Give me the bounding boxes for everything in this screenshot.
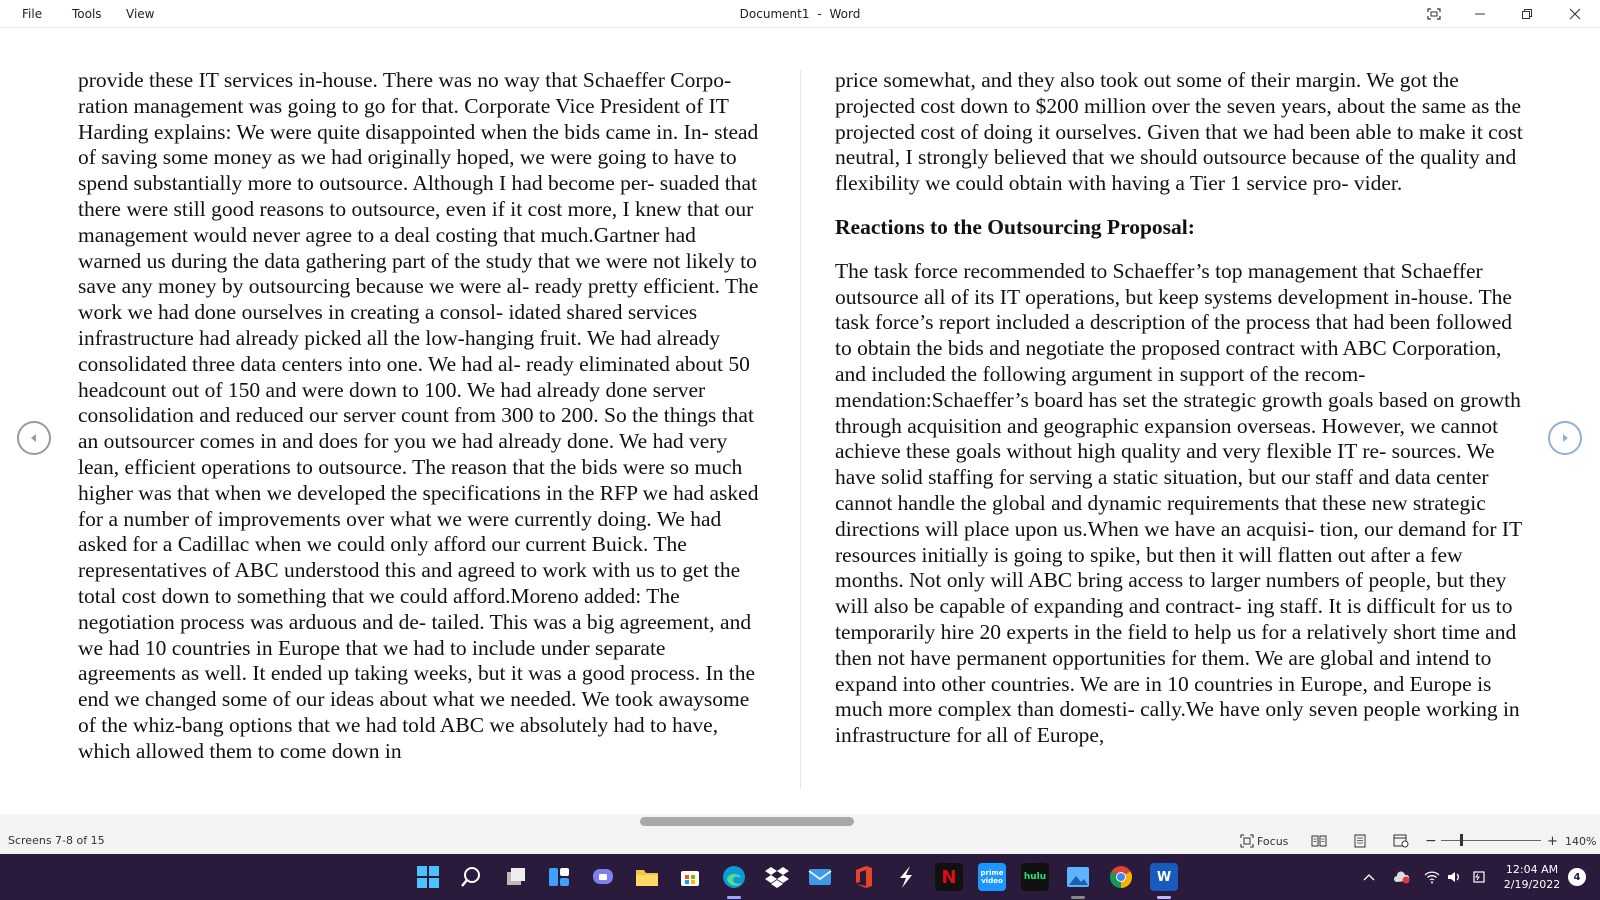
read-mode-icon: [1311, 834, 1327, 848]
title-bar: [0, 0, 1600, 28]
mail-icon: [808, 867, 832, 887]
store-icon: [679, 866, 701, 888]
web-layout-icon: [1393, 834, 1409, 848]
body-paragraph: price somewhat, and they also took out some of their margin. We got the projected cost down to $200 million over the seven years, about the same as the projected cost of doing it ourselves. Given that we had been able to make it cost neutral, I strongly believed that we should outsource because of the quality and flexibility we could obtain with having a Tier 1 service pro- vider.: [835, 68, 1523, 196]
app-s-button[interactable]: [892, 863, 920, 891]
menu-file[interactable]: File: [22, 7, 43, 21]
scrollbar-thumb[interactable]: [640, 817, 854, 826]
read-mode-button[interactable]: [1311, 828, 1327, 854]
start-button[interactable]: [414, 863, 442, 891]
body-paragraph: The task force recommended to Schaeffer’s top management that Schaeffer outsource all of its IT operations, but keep systems development in-house. The task force’s report included a description of the process that had been followed to obtain the bids and negotiate the proposed contract with ABC Corporation, and included the following argument in support of the recom- mendation:Schaeffer’s board has set the strategic growth goals based on growth through acquisition and geographic expansion overseas. However, we cannot achieve these goals without high quality and very flexible IT re- sources. We have solid staffing for serving a static situation, but our staff and data center cannot handle the global and dynamic requirements that these new strategic directions will place upon us.When we have an acquisi- tion, our demand for IT resources initially is going to spike, but then it will flatten out after a few months. Not only will ABC bring access to larger numbers of people, but they will also be capable of expanding and contract- ing staff. It is difficult for us to temporarily hire 20 experts in the field to help us for a relatively short time and then not have permanent opportunities for them. We are global and intend to expand into other countries. We are in 10 countries in Europe, and Europe is much more complex than domesti- cally.We have only seven people working in infrastructure for all of Europe,: [835, 258, 1522, 748]
left-column: [78, 68, 764, 765]
restore-icon: [1521, 8, 1533, 20]
fit-screen-icon: [1427, 8, 1441, 20]
zoom-slider-track[interactable]: [1441, 840, 1541, 841]
volume-status[interactable]: [1447, 854, 1463, 900]
print-layout-button[interactable]: [1353, 828, 1367, 854]
previous-page-button[interactable]: [17, 421, 51, 455]
taskbar: [0, 854, 1600, 900]
search-button[interactable]: [457, 863, 485, 891]
minimize-button[interactable]: [1457, 0, 1503, 28]
dropbox-button[interactable]: [763, 863, 791, 891]
dropbox-icon: [765, 866, 789, 888]
task-view-icon: [505, 866, 527, 888]
photos-icon: [1066, 866, 1090, 888]
chevron-left-icon: [28, 432, 40, 444]
lightning-icon: [896, 865, 916, 889]
store-button[interactable]: [676, 863, 704, 891]
battery-icon: [1472, 870, 1488, 884]
netflix-button[interactable]: N: [935, 863, 963, 891]
taskbar-clock[interactable]: [1500, 862, 1564, 892]
clock-time: 12:04 AM: [1505, 863, 1559, 876]
widgets-icon: [548, 866, 570, 888]
web-layout-button[interactable]: [1393, 828, 1409, 854]
onedrive-status[interactable]: [1393, 854, 1411, 900]
hulu-button[interactable]: hulu: [1021, 863, 1049, 891]
windows-icon: [417, 866, 439, 888]
photos-button[interactable]: [1064, 863, 1092, 891]
task-view-button[interactable]: [502, 863, 530, 891]
minimize-icon: [1474, 8, 1486, 20]
chrome-icon: [1109, 865, 1133, 889]
window-title: [0, 0, 1600, 28]
wifi-status[interactable]: [1424, 854, 1440, 900]
zoom-in-button[interactable]: +: [1547, 833, 1558, 849]
notification-badge[interactable]: 4: [1568, 868, 1586, 886]
menu-view[interactable]: View: [126, 7, 155, 21]
search-icon: [460, 866, 482, 888]
chevron-up-icon: [1363, 872, 1375, 882]
chevron-right-icon: [1559, 432, 1571, 444]
title-separator: -: [817, 7, 822, 21]
zoom-level[interactable]: 140%: [1565, 834, 1597, 848]
edge-icon: [722, 865, 746, 889]
close-icon: [1569, 8, 1581, 20]
word-running-indicator: [1157, 896, 1171, 899]
focus-button[interactable]: [1240, 828, 1288, 854]
prime-video-button[interactable]: prime video: [978, 863, 1006, 891]
print-layout-icon: [1353, 834, 1367, 848]
photos-running-indicator: [1071, 896, 1085, 899]
focus-label: Focus: [1257, 834, 1289, 848]
status-bar: [0, 828, 1600, 854]
fit-screen-button[interactable]: [1411, 0, 1457, 28]
screen-count: Screens 7-8 of 15: [8, 834, 105, 847]
section-heading: Reactions to the Outsourcing Proposal:: [835, 214, 1195, 239]
next-page-button[interactable]: [1548, 421, 1582, 455]
chrome-button[interactable]: [1107, 863, 1135, 891]
zoom-out-button[interactable]: −: [1425, 833, 1437, 849]
document-name: Document1: [739, 7, 810, 21]
app-name: Word: [829, 7, 861, 21]
show-hidden-icons-button[interactable]: [1363, 854, 1375, 900]
folder-icon: [635, 866, 659, 888]
office-icon: [853, 865, 875, 889]
edge-button[interactable]: [720, 863, 748, 891]
horizontal-scrollbar[interactable]: [0, 814, 1600, 828]
body-paragraph: provide these IT services in-house. There was no way that Schaeffer Corpo- ration management was going to go for that. Corporate Vice President of IT Harding explains: We were quite disappointed when the bids came in. In- stead of saving some money as we had originally hoped, we were going to have to spend substantially more to outsource. Although I had become per- suaded that there were still good reasons to outsource, even if it cost more, I knew that our management would never agree to a deal costing that much.Gartner had warned us during the data gathering part of the study that we were not likely to save any money by outsourcing because we were al- ready pretty efficient. The work we had done ourselves in creating a consol- idated shared services infrastructure had already picked all the low-hanging fruit. We had already consolidated three data centers into one. We had al- ready eliminated about 50 headcount out of 150 and were down to 100. We had already done server consolidation and reduced our server count from 300 to 200. So the things that an outsourcer comes in and does for you we had already done. We had very lean, efficient operations to outsource. The reason that the bids were so much higher was that when we developed the specifications in the RFP we had asked for a number of improvements over what we were currently doing. We had asked for a Cadillac when we could only afford our current Buick. The representatives of ABC understood this and agreed to work with us to get the total cost down to something that we could afford.Moreno added: The negotiation process was arduous and de- tailed. This was a big agreement, and we had 10 countries in Europe that we had to include under separate agreements as well. It ended up taking weeks, but it was a good process. In the end we changed some of our ideas about what we needed. We took awaysome of the whiz-bang options that we had told ABC we absolutely had to have, which allowed them to come down in: [78, 68, 759, 763]
close-button[interactable]: [1552, 0, 1598, 28]
restore-button[interactable]: [1504, 0, 1550, 28]
file-explorer-button[interactable]: [633, 863, 661, 891]
wifi-icon: [1424, 870, 1440, 884]
reading-view: [0, 28, 1600, 814]
teams-chat-button[interactable]: [589, 863, 617, 891]
speaker-icon: [1447, 870, 1463, 884]
menu-tools[interactable]: Tools: [72, 7, 102, 21]
column-divider: [800, 70, 801, 788]
chat-icon: [592, 866, 614, 888]
clock-date: 2/19/2022: [1503, 878, 1561, 891]
office-button[interactable]: [850, 863, 878, 891]
battery-status[interactable]: [1472, 854, 1488, 900]
word-button[interactable]: W: [1150, 863, 1178, 891]
edge-running-indicator: [727, 896, 741, 899]
mail-button[interactable]: [806, 863, 834, 891]
focus-icon: [1240, 834, 1254, 848]
right-column: [835, 68, 1525, 749]
widgets-button[interactable]: [545, 863, 573, 891]
zoom-slider-thumb[interactable]: [1460, 834, 1463, 846]
cloud-error-icon: [1393, 870, 1411, 884]
